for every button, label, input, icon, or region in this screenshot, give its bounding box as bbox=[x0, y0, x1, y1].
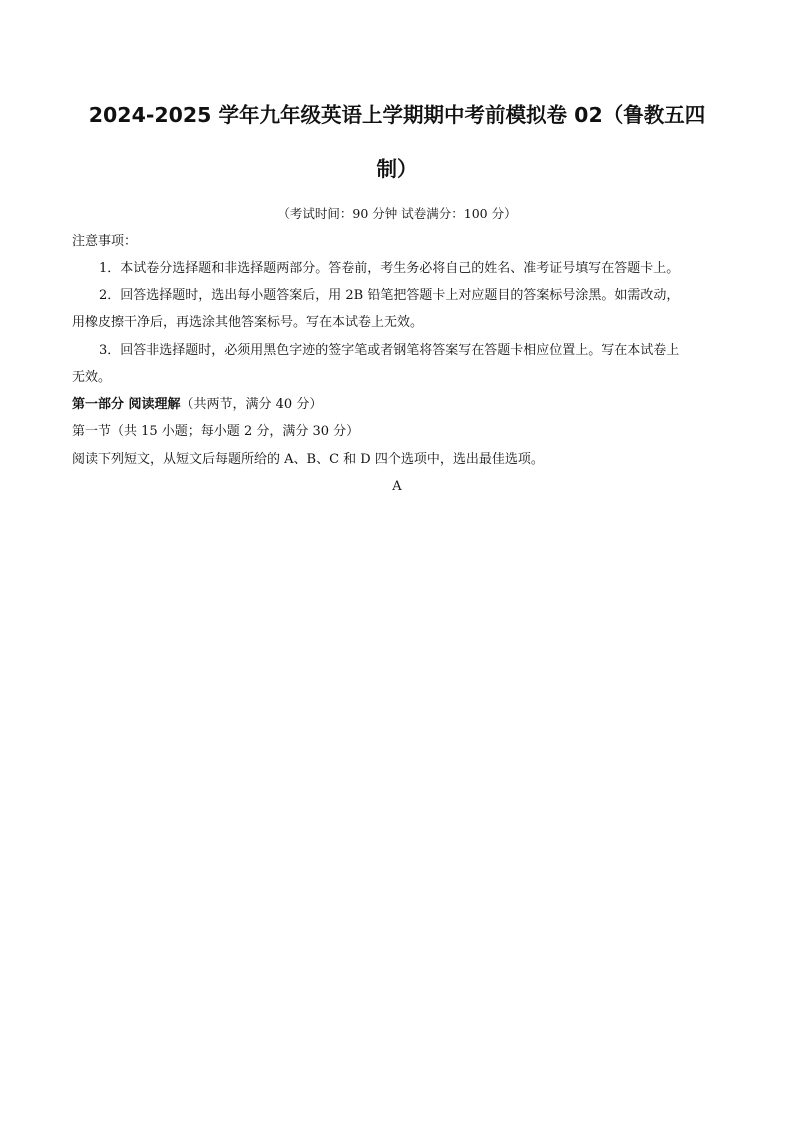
notice-item-1: 1．本试卷分选择题和非选择题两部分。答卷前，考生务必将自己的姓名、准考证号填写在答题卡上。 bbox=[99, 261, 680, 276]
notice-item-3-continued: 无效。 bbox=[72, 370, 112, 385]
passage-label: A bbox=[392, 479, 402, 494]
notice-item-2: 2．回答选择题时，选出每小题答案后，用 2B 铅笔把答题卡上对应题目的答案标号涂黑。如需改动， bbox=[99, 288, 680, 303]
notice-item-3: 3．回答非选择题时，必须用黑色字迹的签字笔或者钢笔将答案写在答题卡相应位置上。写在本试卷上 bbox=[99, 343, 680, 358]
part-one-title: 第一部分 阅读理解 bbox=[72, 397, 181, 412]
notice-heading: 注意事项： bbox=[72, 234, 138, 249]
exam-title-line-2: 制） bbox=[376, 157, 418, 181]
part-one-heading bbox=[72, 396, 322, 414]
reading-instruction: 阅读下列短文，从短文后每题所给的 A、B、C 和 D 四个选项中，选出最佳选项。 bbox=[72, 452, 544, 467]
exam-title-line-1: 2024-2025 学年九年级英语上学期期中考前模拟卷 02（鲁教五四 bbox=[88, 103, 706, 127]
section-one-heading: 第一节（共 15 小题；每小题 2 分，满分 30 分） bbox=[72, 424, 360, 439]
exam-info: （考试时间：90 分钟 试卷满分：100 分） bbox=[277, 206, 517, 221]
part-one-score: （共两节，满分 40 分） bbox=[180, 397, 323, 412]
notice-item-2-continued: 用橡皮擦干净后，再选涂其他答案标号。写在本试卷上无效。 bbox=[72, 315, 424, 330]
